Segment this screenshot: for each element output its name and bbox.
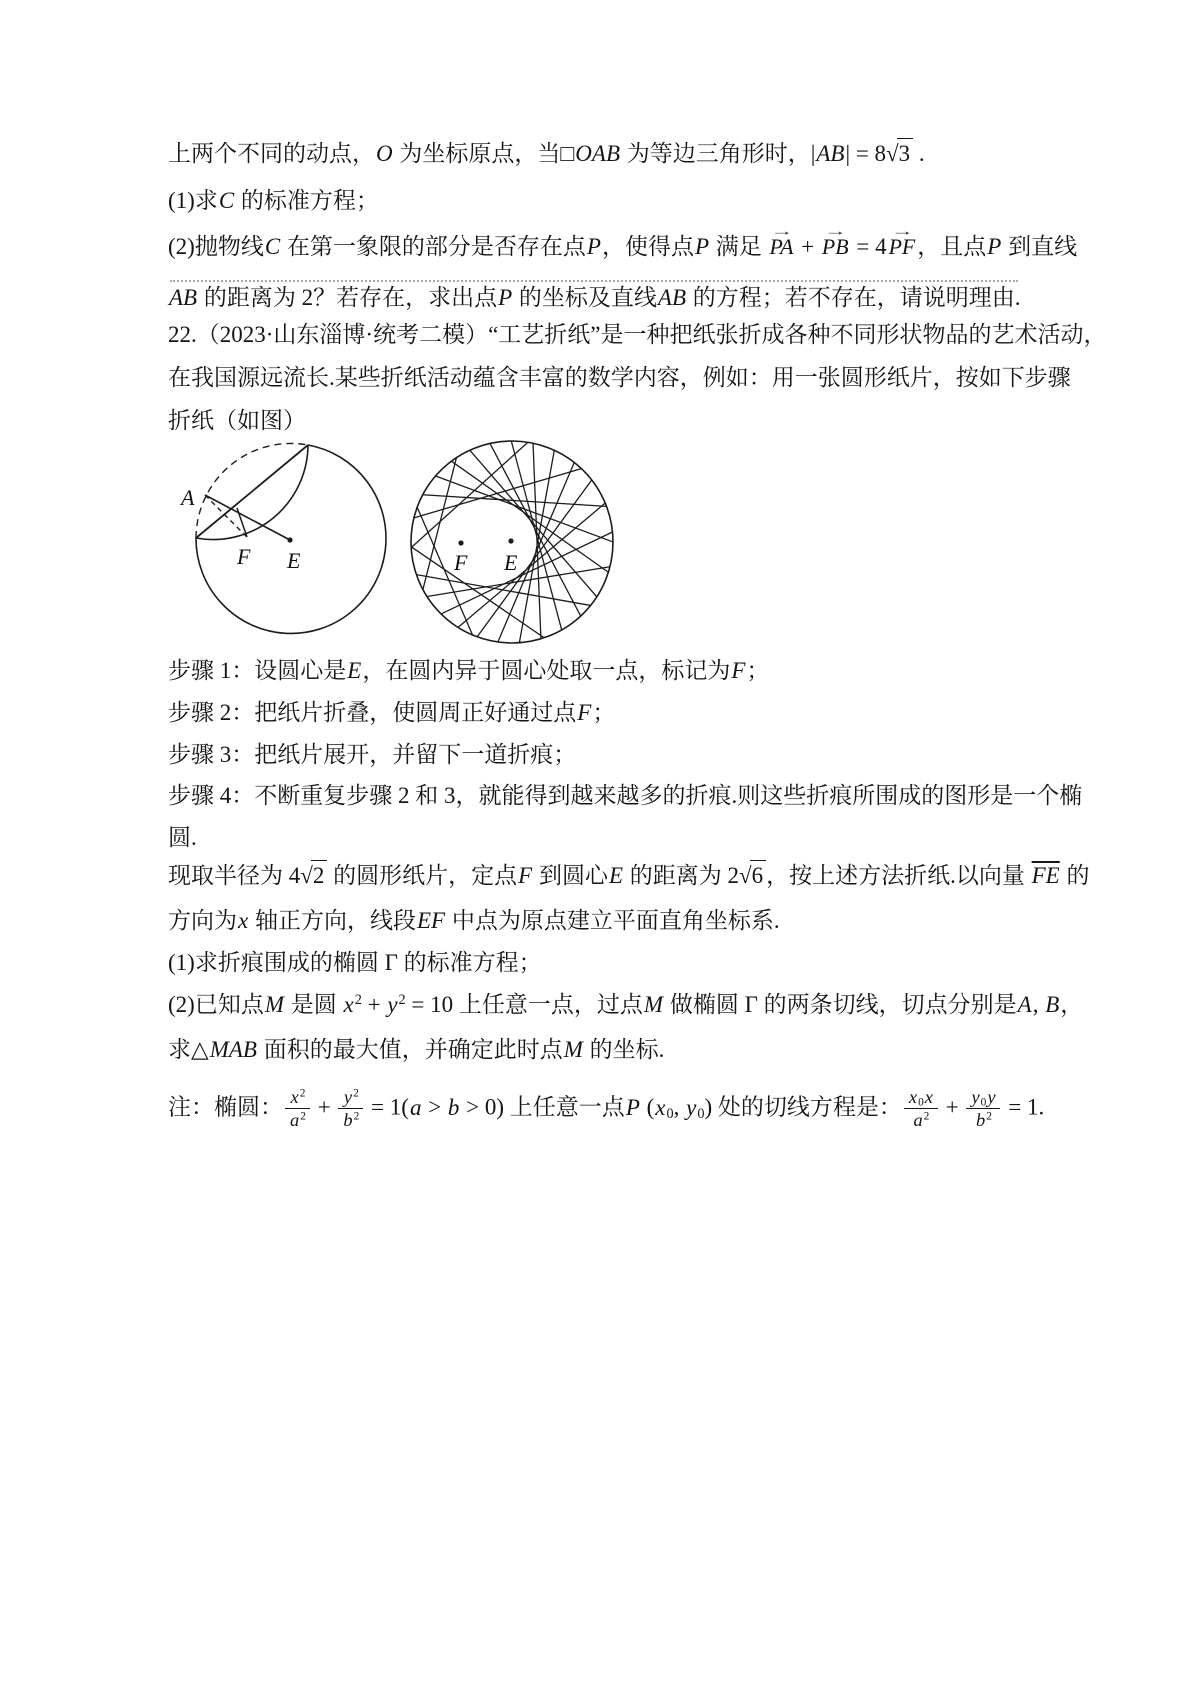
page-break-dotted-line bbox=[170, 280, 1018, 282]
step4-line1: 步骤 4：不断重复步骤 2 和 3，就能得到越来越多的折痕.则这些折痕所围成的图形是一个椭 bbox=[168, 783, 1083, 808]
figure-fold-construction bbox=[165, 428, 409, 648]
point-F-dot bbox=[458, 540, 463, 545]
label-A: A bbox=[181, 485, 195, 510]
problem22-intro-line2: 在我国源远流长.某些折纸活动蕴含丰富的数学内容，例如：用一张圆形纸片，按如下步骤 bbox=[168, 365, 1071, 390]
fold-crease-line bbox=[196, 445, 308, 538]
problem22-part2-line2: 求△MAB 面积的最大值，并确定此时点M 的坐标. bbox=[168, 1037, 665, 1062]
crease-line bbox=[533, 443, 541, 639]
problem22-part1-line: (1)求折痕围成的椭圆 Γ 的标准方程； bbox=[168, 950, 542, 975]
label-F: F bbox=[454, 550, 468, 575]
point-E-dot bbox=[287, 537, 292, 542]
crease-line bbox=[451, 461, 608, 572]
label-F: F bbox=[237, 544, 251, 569]
figure-crease-envelope bbox=[398, 430, 630, 652]
step4-line2: 圆. bbox=[168, 825, 197, 850]
label-E: E bbox=[504, 550, 518, 575]
problem21-condition-line: 上两个不同的动点，O 为坐标原点，当□OAB 为等边三角形时，|AB| = 8 √ 3 . bbox=[168, 138, 925, 169]
step3-line: 步骤 3：把纸片展开，并留下一道折痕； bbox=[168, 742, 577, 767]
figure-canvas bbox=[398, 430, 630, 652]
problem21-part2-line1: (2)抛物线C 在第一象限的部分是否存在点P，使得点P 满足 → PA + → PB = 4 → PF ，且点P 到直线 bbox=[168, 224, 1078, 259]
problem22-intro-line3: 折纸（如图） bbox=[168, 408, 306, 433]
problem21-part2-line2: AB 的距离为 2？若存在，求出点P 的坐标及直线AB 的方程；若不存在，请说明理由. bbox=[169, 285, 1021, 310]
crease-line bbox=[411, 547, 544, 638]
problem22-part2-line1: (2)已知点M 是圆 $x^2 + y^2 = 10$ 上任意一点，过点M 做椭圆 Γ 的两条切线，切点分别是A, B， bbox=[168, 992, 1084, 1017]
setup-line1: 现取半径为 4 √ 2 的圆形纸片，定点F 到圆心E 的距离为 2 √ 6 ，按上述方法折纸.以向量 $\overline{FE}$ 的 bbox=[168, 860, 1089, 891]
step2-line: 步骤 2：把纸片折叠，使圆周正好通过点F； bbox=[168, 700, 616, 725]
step1-line: 步骤 1：设圆心是E，在圆内异于圆心处取一点，标记为F； bbox=[168, 658, 770, 683]
problem22-intro-line1: 22.（2023·山东淄博·统考二模）“工艺折纸”是一种把纸张折成各种不同形状物品的艺术活动， bbox=[168, 322, 1107, 347]
problem21-part1-line: (1)求C 的标准方程； bbox=[168, 188, 379, 213]
crease-line bbox=[477, 480, 592, 637]
segment-crease-to-F bbox=[237, 508, 247, 537]
setup-line2: 方向为x 轴正方向，线段EF 中点为原点建立平面直角坐标系. bbox=[168, 908, 780, 933]
note-tangent-formula-line: 注：椭圆： $\frac{x^2}{a^2}$ + $\frac{y^2}{b^2}$ = 1(a > b > 0) 上任意一点P ($x_0$, $y_0$) 处的切线方程是： $\frac{x_0x}{a^2}$ + $\frac{y_0y}{b^2}$ = 1. bbox=[168, 1087, 1045, 1131]
point-E-dot bbox=[508, 538, 513, 543]
figure-canvas bbox=[165, 428, 409, 648]
label-E: E bbox=[287, 548, 301, 573]
